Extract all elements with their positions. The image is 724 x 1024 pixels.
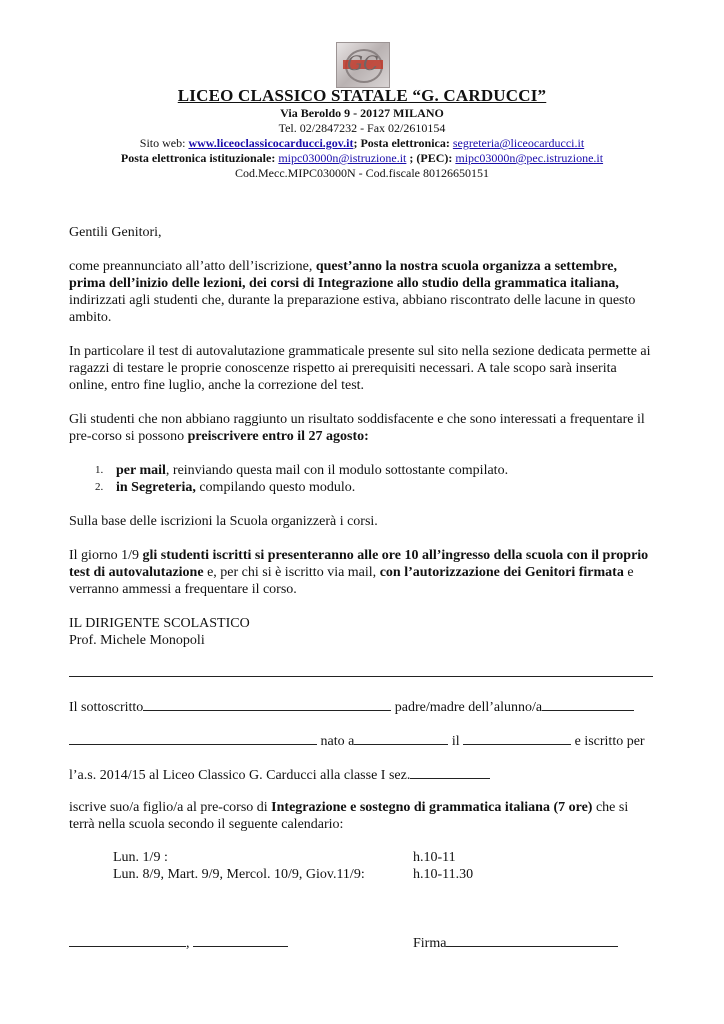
birthplace-field[interactable]	[354, 731, 448, 745]
paragraph-intro: come preannunciato all’atto dell’iscrizione, quest’anno la nostra scuola organizza a settembre, prima dell’inizio delle lezioni, dei corsi di Integrazione allo studio della grammatica italiana, indirizzati agli studenti che, durante la preparazione estiva, abbiano riscontrato delle lacune in questo ambito.	[69, 259, 636, 325]
section-field[interactable]	[410, 765, 490, 779]
paragraph-test: In particolare il test di autovalutazione grammaticale presente sul sito nella sezione dedicata permette ai ragazzi di testare le proprie conoscenze rispetto ai prerequisiti necessari. A tale scopo sarà inserita online, entro fine luglio, anche la correzione del test.	[69, 344, 651, 393]
student-name-field[interactable]	[542, 697, 634, 711]
form-line-parent: Il sottoscritto padre/madre dell’alunno/a	[69, 697, 655, 716]
paragraph-organization: Sulla base delle iscrizioni la Scuola organizzerà i corsi.	[69, 514, 378, 529]
list-item: 1. per mail, reinviando questa mail con il modulo sottostante compilato.	[95, 463, 509, 478]
paragraph-preregistration: Gli studenti che non abbiano raggiunto un risultato soddisfacente e che sono interessati a frequentare il pre-corso si possono preiscrivere entro il 27 agosto:	[69, 412, 645, 444]
school-logo: GC	[336, 42, 390, 88]
signature-field[interactable]	[446, 933, 618, 947]
school-phone: Tel. 02/2847232 - Fax 02/2610154	[278, 121, 446, 135]
form-line-course: iscrive suo/a figlio/a al pre-corso di Integrazione e sostegno di grammatica italiana (7 ore) che si terrà nella scuola secondo il seguente calendario:	[69, 800, 629, 832]
web-email-line: Sito web: www.liceoclassicocarducci.gov.it; Posta elettronica: segreteria@liceocarducci.it	[139, 136, 585, 150]
school-address: Via Beroldo 9 - 20127 MILANO	[280, 106, 444, 120]
calendar-row: Lun. 1/9 : h.10-11	[113, 850, 456, 865]
list-item: 2. in Segreteria, compilando questo modulo.	[95, 480, 356, 495]
school-name: LICEO CLASSICO STATALE “G. CARDUCCI”	[177, 86, 547, 105]
letterhead	[0, 86, 724, 181]
pec-institutional-link[interactable]: mipc03000n@istruzione.it	[278, 151, 407, 165]
paragraph-first-day: Il giorno 1/9 gli studenti iscritti si presenteranno alle ore 10 all’ingresso della scuola con il proprio test di autovalutazione e, per chi si è iscritto via mail, con l’autorizzazione dei Genitori firmata e verranno ammessi a frequentare il corso.	[69, 548, 649, 597]
signature-name: Prof. Michele Monopoli	[69, 633, 205, 648]
signature-title: IL DIRIGENTE SCOLASTICO	[69, 616, 250, 631]
pec-link[interactable]: mipc03000n@pec.istruzione.it	[455, 151, 604, 165]
student-full-name-field[interactable]	[69, 731, 317, 745]
school-codes: Cod.Mecc.MIPC03000N - Cod.fiscale 80126650151	[235, 166, 489, 180]
form-line-birth: nato a il e iscritto per	[69, 731, 655, 750]
place-field[interactable]	[69, 933, 186, 947]
letter-body	[69, 224, 655, 649]
birthdate-field[interactable]	[463, 731, 571, 745]
form-line-class: l’a.s. 2014/15 al Liceo Classico G. Carducci alla classe I sez.	[69, 765, 655, 784]
section-divider	[69, 676, 653, 677]
email-link[interactable]: segreteria@liceocarducci.it	[452, 136, 585, 150]
firma-line: Firma	[413, 933, 653, 952]
form-line-signature: ,	[69, 933, 655, 952]
parent-name-field[interactable]	[143, 697, 391, 711]
registration-methods-list	[69, 462, 655, 496]
greeting: Gentili Genitori,	[69, 225, 162, 240]
pec-line: Posta elettronica istituzionale: mipc03000n@istruzione.it ; (PEC): mipc03000n@pec.istruzione.it	[120, 151, 604, 165]
calendar-row: Lun. 8/9, Mart. 9/9, Mercol. 10/9, Giov.11/9: h.10-11.30	[113, 867, 474, 882]
website-link[interactable]: www.liceoclassicocarducci.gov.it	[188, 136, 354, 150]
date-field[interactable]	[193, 933, 288, 947]
